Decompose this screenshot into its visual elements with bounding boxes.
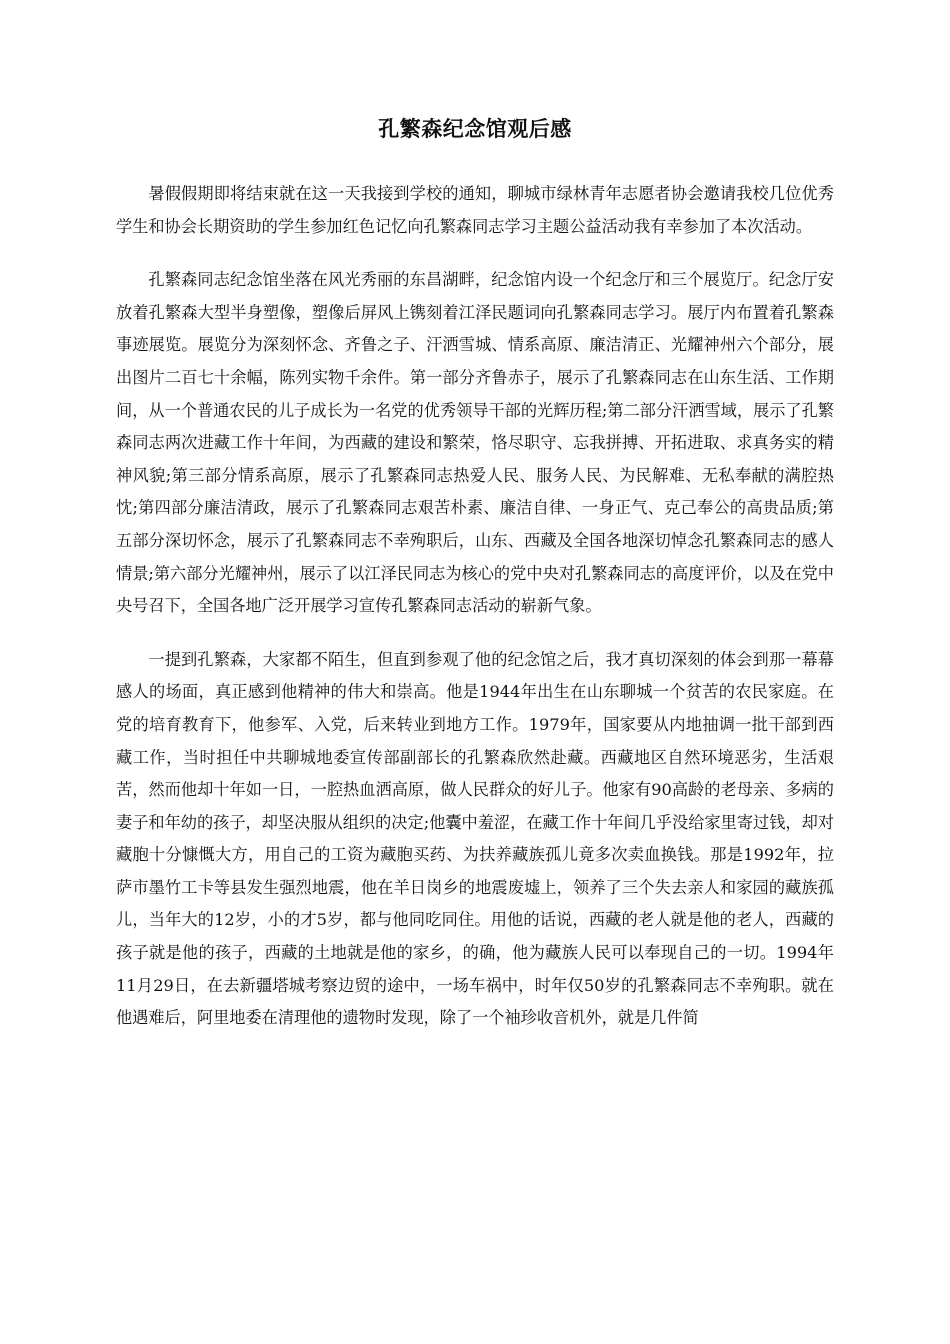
paragraph-memorial-description: 孔繁森同志纪念馆坐落在风光秀丽的东昌湖畔，纪念馆内设一个纪念厅和三个展览厅。纪念厅安放着孔繁森大型半身塑像，塑像后屏风上镌刻着江泽民题词向孔繁森同志学习。展厅内布置着孔繁森事迹展览。展览分为深刻怀念、齐鲁之子、汗洒雪城、情系高原、廉洁清正、光耀神州六个部分，展出图片二百七十余幅，陈列实物千余件。第一部分齐鲁赤子，展示了孔繁森同志在山东生活、工作期间，从一个普通农民的儿子成长为一名党的优秀领导干部的光辉历程;第二部分汗洒雪域，展示了孔繁森同志两次进藏工作十年间，为西藏的建设和繁荣，恪尽职守、忘我拼搏、开拓进取、求真务实的精神风貌;第三部分情系高原，展示了孔繁森同志热爱人民、服务人民、为民解难、无私奉献的满腔热忱;第四部分廉洁清政，展示了孔繁森同志艰苦朴素、廉洁自律、一身正气、克己奉公的高贵品质;第五部分深切怀念，展示了孔繁森同志不幸殉职后，山东、西藏及全国各地深切悼念孔繁森同志的感人情景;第六部分光耀神州，展示了以江泽民同志为核心的党中央对孔繁森同志的高度评价，以及在党中央号召下，全国各地广泛开展学习宣传孔繁森同志活动的崭新气象。 [116, 270, 834, 616]
document-title: 孔繁森纪念馆观后感 [378, 117, 572, 141]
paragraph-kong-fansen-story: 一提到孔繁森，大家都不陌生，但直到参观了他的纪念馆之后，我才真切深刻的体会到那一幕幕感人的场面，真正感到他精神的伟大和崇高。他是1944年出生在山东聊城一个贫苦的农民家庭。在党的培育教育下，他参军、入党，后来转业到地方工作。1979年，国家要从内地抽调一批干部到西藏工作，当时担任中共聊城地委宣传部副部长的孔繁森欣然赴藏。西藏地区自然环境恶劣，生活艰苦，然而他却十年如一日，一腔热血洒高原，做人民群众的好儿子。他家有90高龄的老母亲、多病的妻子和年幼的孩子，却坚决服从组织的决定;他囊中羞涩，在藏工作十年间几乎没给家里寄过钱，却对藏胞十分慷慨大方，用自己的工资为藏胞买药、为扶养藏族孤儿竟多次卖血换钱。那是1992年，拉萨市墨竹工卡等县发生强烈地震，他在羊日岗乡的地震废墟上，领养了三个失去亲人和家园的藏族孤儿，当年大的12岁，小的才5岁，都与他同吃同住。用他的话说，西藏的老人就是他的老人，西藏的孩子就是他的孩子，西藏的土地就是他的家乡，的确，他为藏族人民可以奉现自己的一切。1994年11月29日，在去新疆塔城考察边贸的途中，一场车祸中，时年仅50岁的孔繁森同志不幸殉职。就在他遇难后，阿里地委在清理他的遗物时发现，除了一个袖珍收音机外，就是几件简 [116, 649, 834, 1028]
document-body [116, 178, 834, 1056]
paragraph-intro: 暑假假期即将结束就在这一天我接到学校的通知，聊城市绿林青年志愿者协会邀请我校几位优秀学生和协会长期资助的学生参加红色记忆向孔繁森同志学习主题公益活动我有幸参加了本次活动。 [116, 184, 834, 236]
